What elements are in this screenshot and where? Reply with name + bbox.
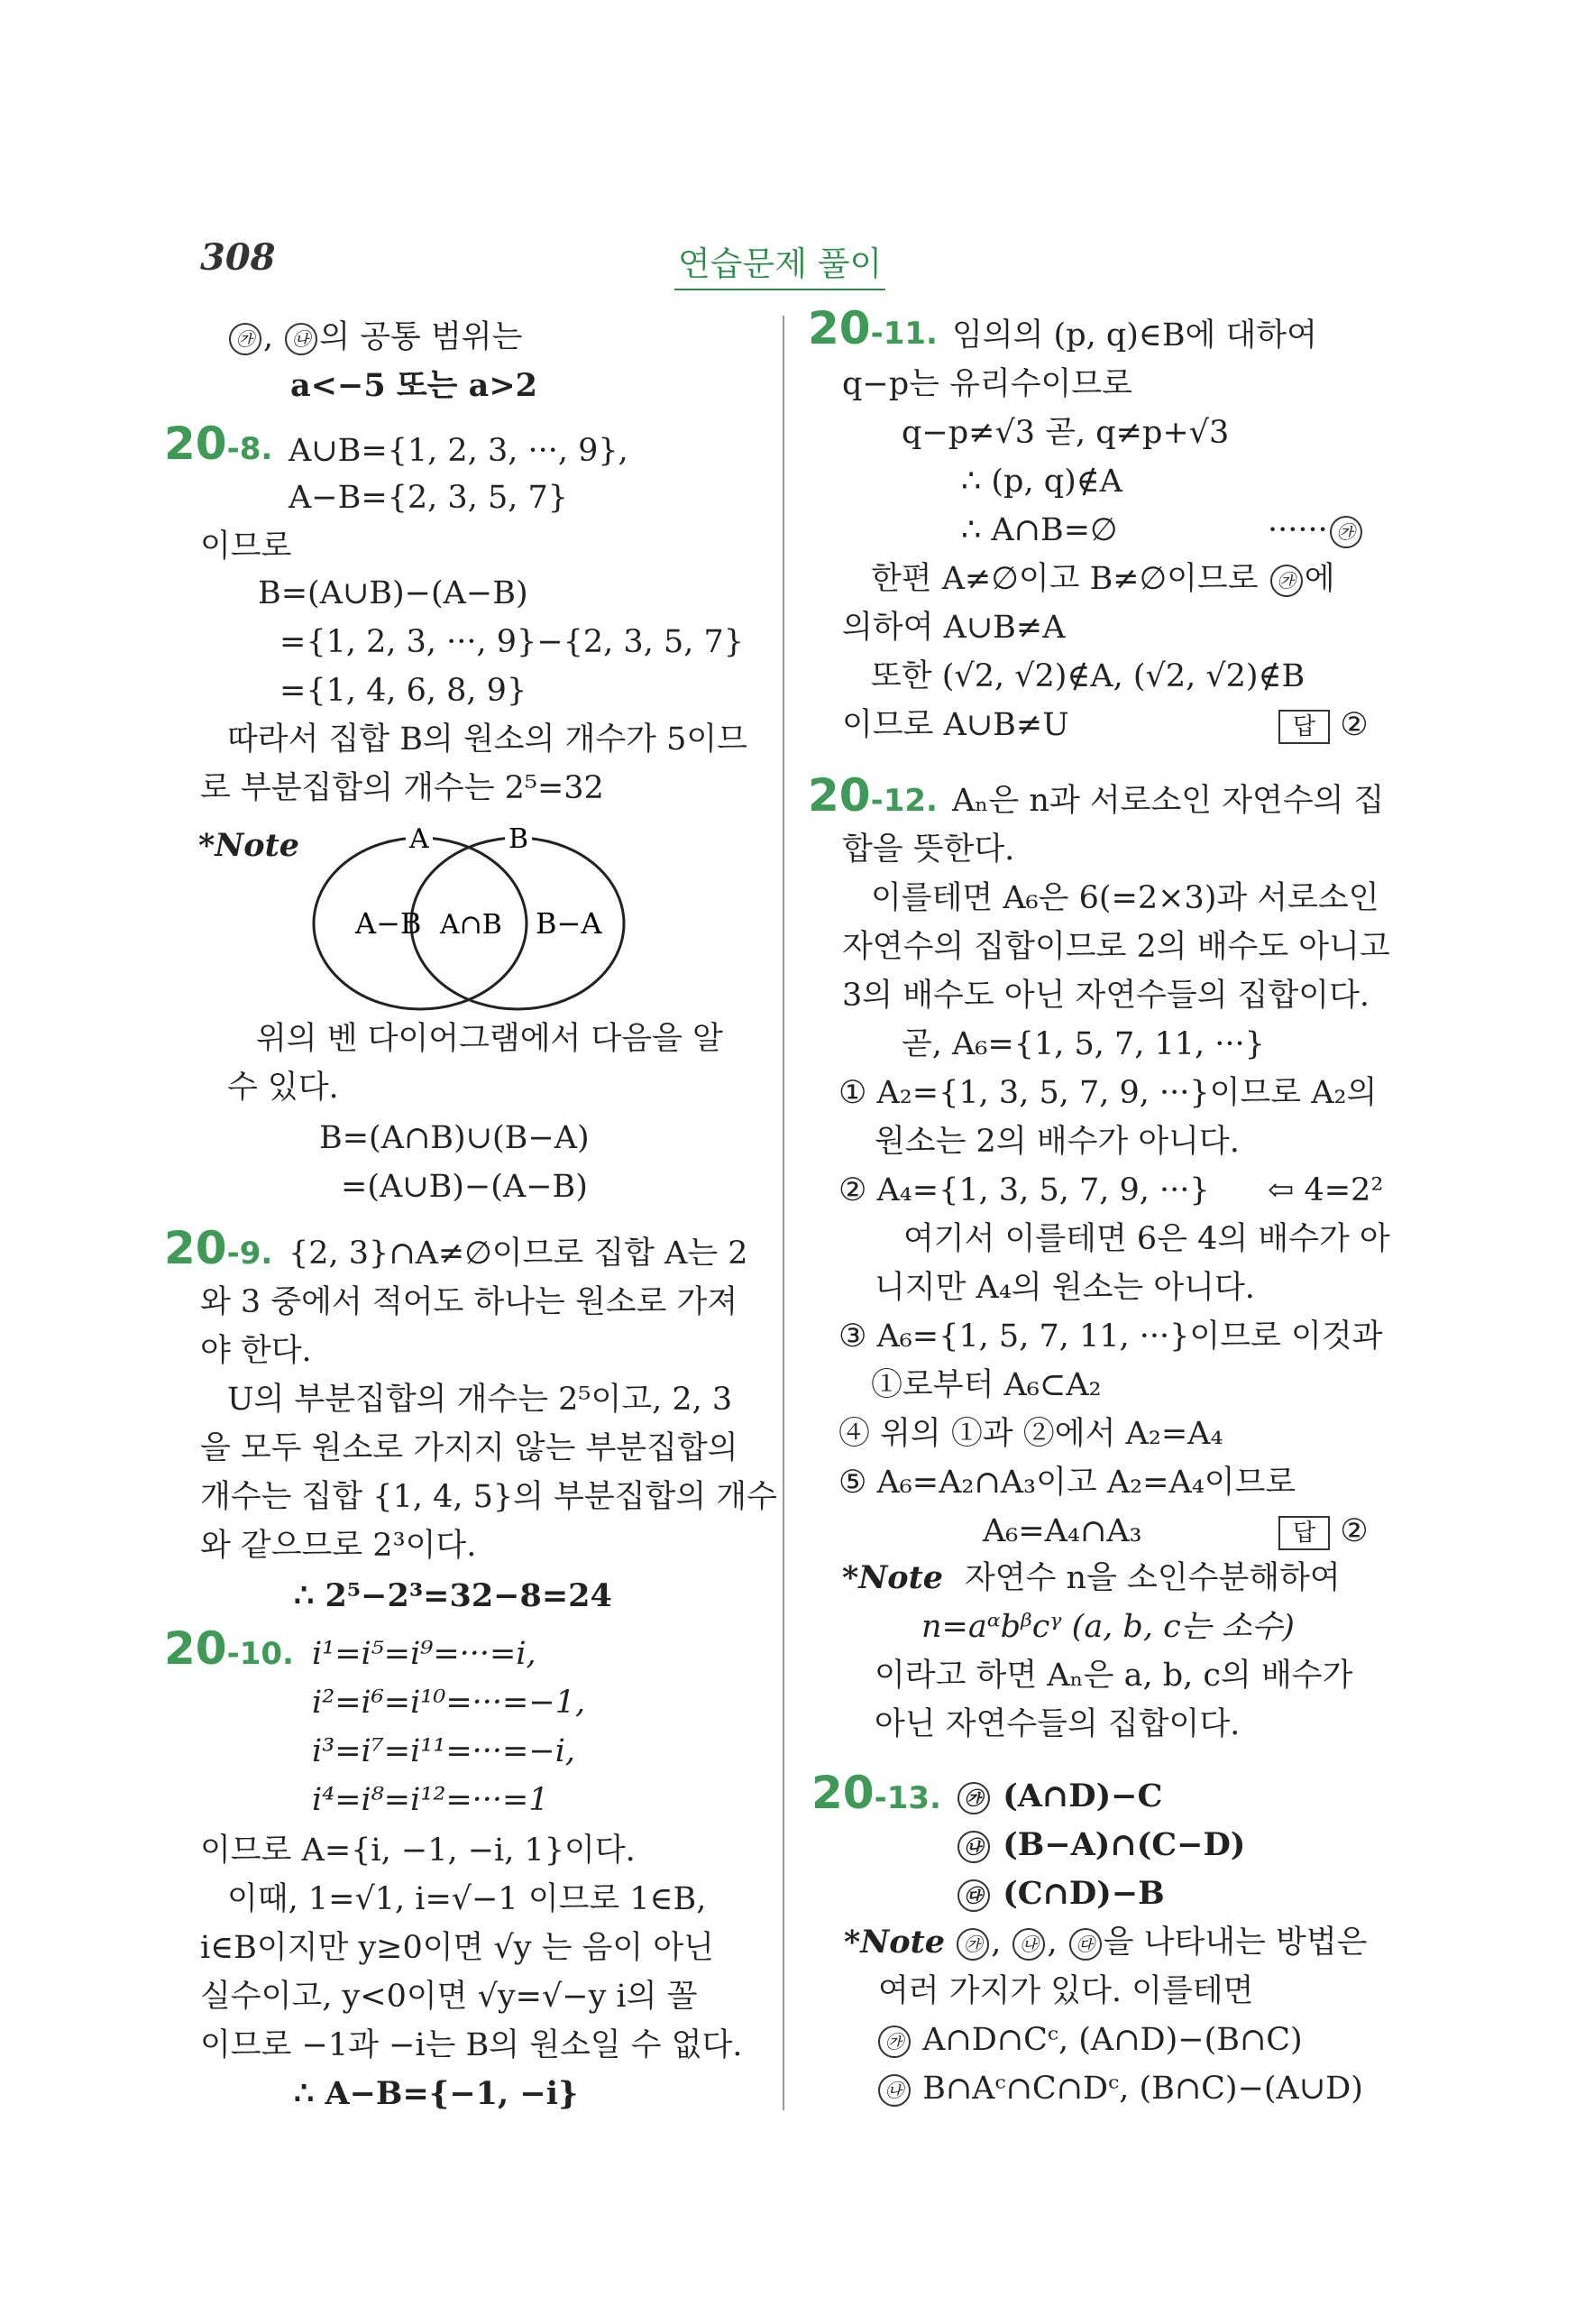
text-line: 이라고 하면 Aₙ은 a, b, c의 배수가 [875, 1658, 1353, 1694]
mark-circle-ga: ㉮ [878, 2025, 911, 2058]
text-line: Aₙ은 n과 서로소인 자연수의 집 [952, 783, 1385, 819]
mark-circle-ga: ㉮ [957, 1782, 990, 1814]
text-line: 자연수 n을 소인수분해하여 [965, 1560, 1341, 1596]
text-line: q−p≠√3 곧, q≠p+√3 [902, 415, 1230, 451]
text-line: A₆=A₄∩A₃ [983, 1513, 1142, 1549]
venn-region-a-minus-b: A−B [355, 906, 422, 941]
text-line: 수 있다. [227, 1070, 339, 1106]
intro-line-2: a<−5 또는 a>2 [290, 367, 538, 404]
mark-circle-ga: ㉮ [229, 323, 261, 355]
text-line: ∴ A−B={−1, −i} [294, 2075, 579, 2112]
text-line: 3의 배수도 아닌 자연수들의 집합이다. [842, 978, 1370, 1014]
text-line: 실수이고, y<0이면 √y=√−y i의 꼴 [200, 1979, 698, 2015]
text-line: ③ A₆={1, 5, 7, 11, ···}이므로 이것과 [838, 1318, 1383, 1355]
text-line: q−p는 유리수이므로 [842, 366, 1132, 402]
mark-circle-na: ㉯ [957, 1831, 990, 1863]
problem-number-20-9: 20-9. [164, 1222, 273, 1274]
list-item: ㉯ (B−A)∩(C−D) [956, 1825, 1245, 1865]
text-line: 이므로 A∪B≠U [842, 707, 1069, 743]
text-line: ⑤ A₆=A₂∩A₃이고 A₂=A₄이므로 [838, 1465, 1296, 1501]
mark-circle-ga: ㉮ [1270, 565, 1303, 597]
text-line: 로 부분집합의 개수는 2⁵=32 [200, 770, 604, 806]
page-title: 연습문제 풀이 [674, 236, 885, 290]
venn-region-b-minus-a: B−A [536, 906, 602, 941]
text-line: 와 같으므로 2³이다. [200, 1528, 477, 1564]
text-line: =(A∪B)−(A−B) [341, 1169, 588, 1205]
text-line: 이므로 −1과 −i는 B의 원소일 수 없다. [200, 2027, 743, 2063]
text-line: i³=i⁷=i¹¹=···=−i, [312, 1733, 576, 1769]
list-item: ㉮ (A∩D)−C [956, 1777, 1162, 1816]
text-line: 와 3 중에서 적어도 하나는 원소로 가져 [200, 1284, 738, 1320]
list-item: ㉮ A∩D∩Cᶜ, (A∩D)−(B∩C) [876, 2020, 1303, 2060]
text-line: 야 한다. [200, 1333, 312, 1369]
text-line: i¹=i⁵=i⁹=···=i, [312, 1636, 536, 1672]
mark-circle-da: ㉰ [957, 1879, 990, 1912]
text-line: ={1, 2, 3, ···, 9}−{2, 3, 5, 7} [279, 624, 745, 660]
text-line: 을 모두 원소로 가지지 않는 부분집합의 [200, 1430, 738, 1466]
mark-circle-ga: ㉮ [1330, 516, 1362, 548]
answer-box: 답 ② [1278, 705, 1369, 745]
text-line: 이때, 1=√1, i=√−1 이므로 1∈B, [227, 1881, 707, 1917]
text-line: 한편 A≠∅이고 B≠∅이므로 ㉮ 에 [871, 561, 1335, 597]
text-line: n=aᵅbᵝcᵞ (a, b, c는 소수) [921, 1609, 1295, 1645]
text-line: 원소는 2의 배수가 아니다. [875, 1124, 1240, 1160]
text-line: 이를테면 A₆은 6(=2×3)과 서로소인 [871, 880, 1379, 916]
text-line: 이므로 [200, 528, 292, 565]
text-line: 곧, A₆={1, 5, 7, 11, ···} [902, 1026, 1265, 1062]
column-divider [783, 316, 784, 2110]
mark-circle-na: ㉯ [285, 323, 317, 355]
problem-number-20-11: 20-11. [808, 302, 938, 354]
intro-line-1: ㉮ , ㉯ 의 공통 범위는 [227, 317, 522, 357]
text-line: i⁴=i⁸=i¹²=···=1 [312, 1782, 549, 1818]
note-label: *Note [842, 1559, 944, 1596]
list-item: ㉯ B∩Aᶜ∩C∩Dᶜ, (B∩C)−(A∪D) [876, 2069, 1363, 2108]
text-line: ={1, 4, 6, 8, 9} [279, 673, 527, 709]
problem-number-20-8: 20-8. [164, 418, 273, 470]
problem-number-20-10: 20-10. [164, 1622, 294, 1675]
text-line: 니지만 A₄의 원소는 아니다. [875, 1270, 1255, 1306]
venn-label-b: B [508, 823, 529, 855]
text-line: 위의 벤 다이어그램에서 다음을 알 [256, 1021, 723, 1057]
text-line: 여기서 이를테면 6은 4의 배수가 아 [903, 1221, 1390, 1257]
text-line: i∈B이지만 y≥0이면 √y 는 음이 아닌 [200, 1930, 714, 1966]
mark-circle-na: ㉯ [878, 2074, 911, 2107]
text-line: ① A₂={1, 3, 5, 7, 9, ···}이므로 A₂의 [838, 1075, 1378, 1111]
text-line: 자연수의 집합이므로 2의 배수도 아니고 [842, 929, 1390, 965]
text-line: 임의의 (p, q)∈B에 대하여 [952, 317, 1317, 354]
text-line: 이므로 A={i, −1, −i, 1}이다. [200, 1833, 636, 1869]
text-line: U의 부분집합의 개수는 2⁵이고, 2, 3 [227, 1382, 733, 1418]
text-line: A∪B={1, 2, 3, ···, 9}, [289, 433, 628, 469]
text-line: ② A₄={1, 3, 5, 7, 9, ···} [838, 1172, 1210, 1208]
text-line: ∴ (p, q)∉A [961, 464, 1122, 500]
note-label: *Note [198, 827, 300, 864]
text-line: 여러 가지가 있다. 이를테면 [878, 1973, 1254, 2009]
text-line: ∴ 2⁵−2³=32−8=24 [294, 1577, 612, 1614]
venn-diagram [307, 822, 649, 1012]
note-line: *Note ㉮ , ㉯ , ㉰ 을 나타내는 방법은 [844, 1924, 1368, 1961]
text-line: 합을 뜻한다. [842, 831, 1015, 868]
text-line: 아닌 자연수들의 집합이다. [875, 1706, 1241, 1742]
text-line: 따라서 집합 B의 원소의 개수가 5이므 [227, 721, 747, 758]
text-line: A−B={2, 3, 5, 7} [289, 480, 569, 516]
problem-number-20-13: 20-13. [811, 1767, 941, 1819]
text-line: ④ 위의 ①과 ②에서 A₂=A₄ [838, 1416, 1223, 1452]
venn-label-a: A [409, 823, 429, 855]
text-line: ①로부터 A₆⊂A₂ [871, 1367, 1102, 1403]
page-number: 308 [200, 236, 276, 279]
answer-box: 답 ② [1278, 1511, 1369, 1551]
text-line: i²=i⁶=i¹⁰=···=−1, [312, 1685, 586, 1721]
venn-region-intersection: A∩B [440, 909, 502, 941]
text-line: 의하여 A∪B≠A [842, 610, 1066, 646]
list-item: ㉰ (C∩D)−B [956, 1874, 1165, 1914]
text-line: {2, 3}∩A≠∅이므로 집합 A는 2 [289, 1235, 748, 1272]
text-line: B=(A∩B)∪(B−A) [319, 1120, 590, 1156]
text-line: B=(A∪B)−(A−B) [258, 575, 528, 611]
text-line: ∴ A∩B=∅ [961, 512, 1118, 548]
text-line: ⇦ 4=2² [1268, 1172, 1384, 1208]
text-line: 개수는 집합 {1, 4, 5}의 부분집합의 개수 [200, 1479, 777, 1515]
text-line: 또한 (√2, √2)∉A, (√2, √2)∉B [871, 658, 1306, 694]
equation-tag: ······ ㉮ [1268, 510, 1364, 550]
problem-number-20-12: 20-12. [808, 769, 938, 822]
